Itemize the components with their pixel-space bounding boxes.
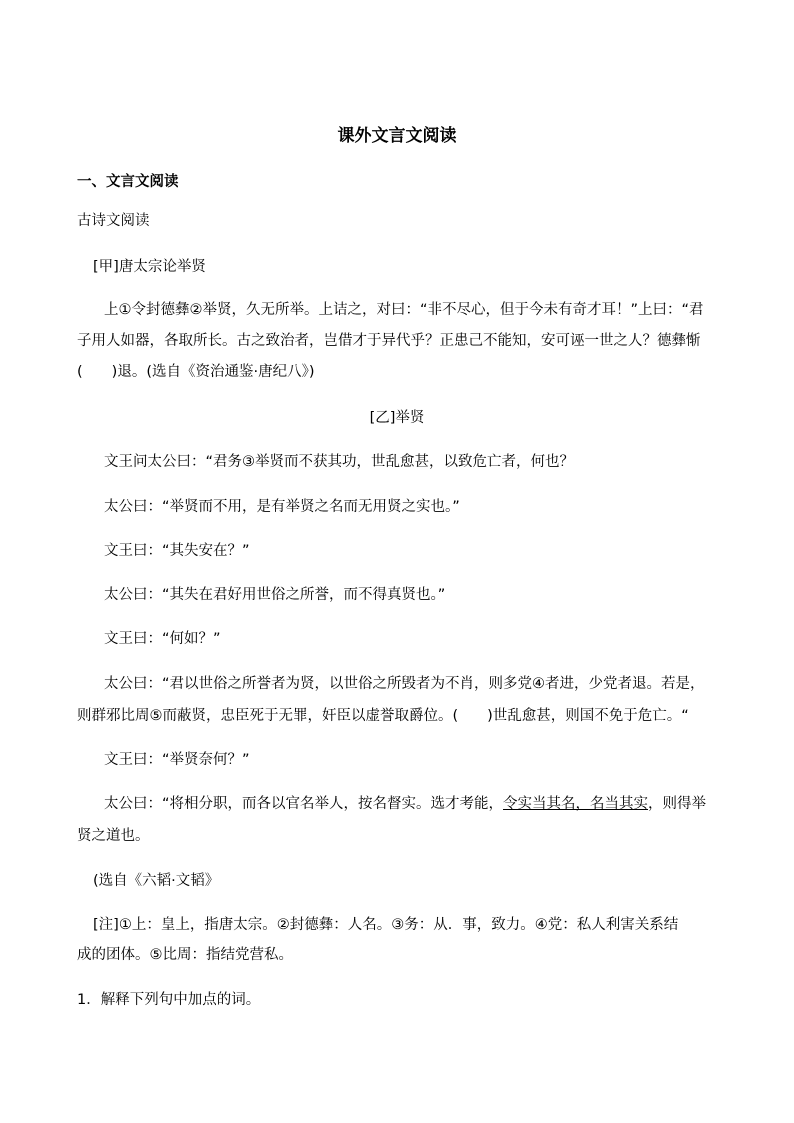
passage-b-paragraph: 太公曰：“举贤而不用，是有举贤之名而无用贤之实也。” bbox=[104, 499, 460, 515]
passage-b-paragraph: 贤之道也。 bbox=[77, 828, 150, 844]
notes: 成的团体。⑤比周：指结党营私。 bbox=[77, 947, 293, 963]
text-span: ，则得举 bbox=[648, 796, 707, 812]
text-span: 太公曰：“将相分职，而各以官名举人，按名督实。选才考能， bbox=[104, 796, 504, 812]
passage-a-title: [甲]唐太宗论举贤 bbox=[93, 259, 206, 275]
passage-b-paragraph: 文王曰：“何如？” bbox=[104, 631, 221, 647]
passage-b-paragraph: 太公曰：“君以世俗之所誉者为贤，以世俗之所毁者为不肖，则多党④者进，少党者退。若是， bbox=[104, 676, 705, 692]
passage-b-paragraph: 文王曰：“其失安在？” bbox=[104, 543, 250, 559]
passage-b-paragraph: 文王曰：“举贤奈何？” bbox=[104, 752, 250, 768]
passage-a-line: 上①令封德彝②举贤，久无所举。上诘之，对曰：“非不尽心，但于今未有奇才耳！”上曰：“君 bbox=[104, 302, 704, 318]
page-title: 课外文言文阅读 bbox=[337, 126, 457, 146]
passage-b-paragraph: 太公曰：“其失在君好用世俗之所誉，而不得真贤也。” bbox=[104, 587, 446, 603]
passage-b-paragraph: 文王问太公曰：“君务③举贤而不获其功，世乱愈甚，以致危亡者，何也？ bbox=[104, 454, 575, 470]
passage-b-paragraph bbox=[104, 794, 744, 814]
section-heading: 一、文言文阅读 bbox=[77, 174, 179, 190]
sub-heading: 古诗文阅读 bbox=[77, 213, 150, 229]
underlined-phrase: 令实当其名，名当其实 bbox=[503, 796, 649, 812]
passage-b-paragraph: 则群邪比周⑤而蔽贤，忠臣死于无罪，奸臣以虚誉取爵位。( )世乱愈甚，则国不免于危亡。“ bbox=[77, 708, 689, 724]
notes: [注]①上：皇上，指唐太宗。②封德彝：人名。③务：从．事，致力。④党：私人利害关系结 bbox=[93, 917, 679, 933]
passage-a-line: ( )退。(选自《资治通鉴·唐纪八》) bbox=[77, 364, 315, 380]
passage-b-title: [乙]举贤 bbox=[369, 410, 425, 426]
question-1: 1．解释下列句中加点的词。 bbox=[77, 992, 261, 1008]
passage-b-source: (选自《六韬·文韬》 bbox=[93, 873, 220, 889]
passage-a-line: 子用人如器，各取所长。古之致治者，岂借才于异代乎？正患己不能知，安可诬一世之人？德彝惭 bbox=[77, 333, 701, 349]
